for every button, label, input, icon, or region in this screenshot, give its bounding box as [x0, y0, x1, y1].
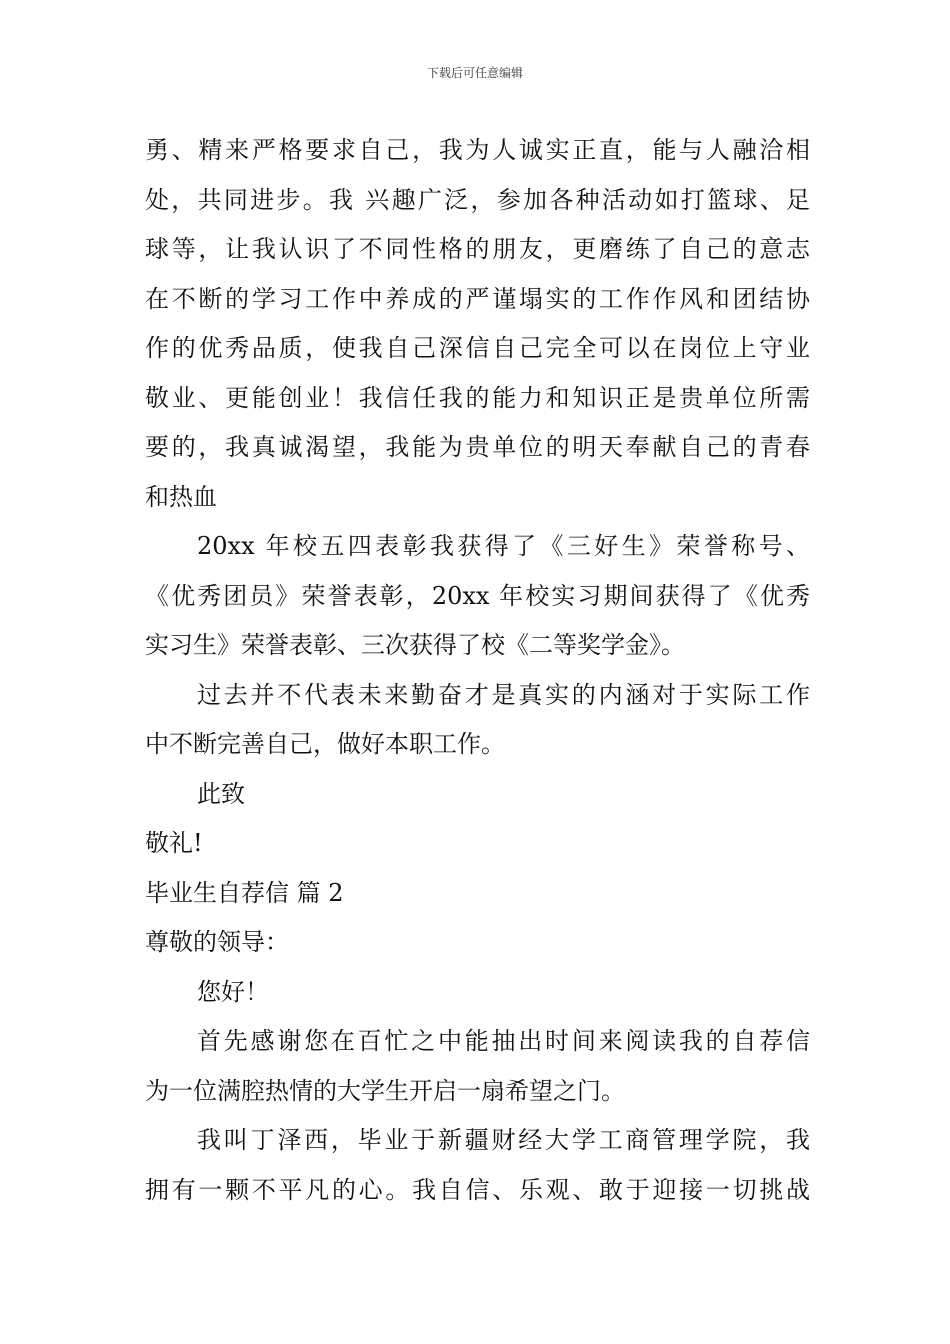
text-line: 过去并不代表未来勤奋才是真实的内涵对于实际工作 [197, 680, 810, 709]
text-line: 实习生》荣誉表彰、三次获得了校《二等奖学金》。 [145, 631, 685, 659]
text-line: 您好！ [197, 977, 269, 1006]
text-line: 球等，让我认识了不同性格的朋友，更磨练了自己的意志 [145, 235, 810, 263]
text-line: 敬礼! [145, 829, 203, 857]
text-line: 《优秀团员》荣誉表彰，20xx 年校实习期间获得了《优秀 [145, 581, 810, 610]
page-header-note: 下载后可任意编辑 [426, 66, 523, 80]
text-line: 要的，我真诚渴望，我能为贵单位的明天奉献自己的青春 [145, 433, 810, 461]
text-line: 首先感谢您在百忙之中能抽出时间来阅读我的自荐信 [197, 1027, 810, 1055]
text-line: 作的优秀品质，使我自己深信自己完全可以在岗位上守业 [145, 334, 810, 362]
text-line: 20xx 年校五四表彰我获得了《三好生》荣誉称号、 [197, 532, 810, 560]
text-line: 和热血 [145, 482, 217, 511]
text-line: 拥有一颗不平凡的心。我自信、乐观、敢于迎接一切挑战 [145, 1175, 810, 1204]
text-line: 在不断的学习工作中养成的严谨塌实的工作作风和团结协 [145, 284, 810, 313]
text-line: 勇、精来严格要求自己，我为人诚实正直，能与人融洽相 [145, 136, 810, 164]
text-line: 敬业、更能创业！我信任我的能力和知识正是贵单位所需 [145, 383, 810, 412]
text-line: 毕业生自荐信 篇 2 [145, 878, 344, 907]
text-line: 为一位满腔热情的大学生开启一扇希望之门。 [145, 1076, 625, 1105]
text-line: 此致 [197, 779, 245, 808]
text-line: 我叫丁泽西，毕业于新疆财经大学工商管理学院，我 [197, 1126, 810, 1154]
text-line: 处，共同进步。我 兴趣广泛，参加各种活动如打篮球、足 [145, 185, 810, 214]
text-line: 中不断完善自己，做好本职工作。 [145, 730, 505, 758]
document-body [145, 126, 810, 1215]
text-line: 尊敬的领导： [145, 928, 289, 956]
